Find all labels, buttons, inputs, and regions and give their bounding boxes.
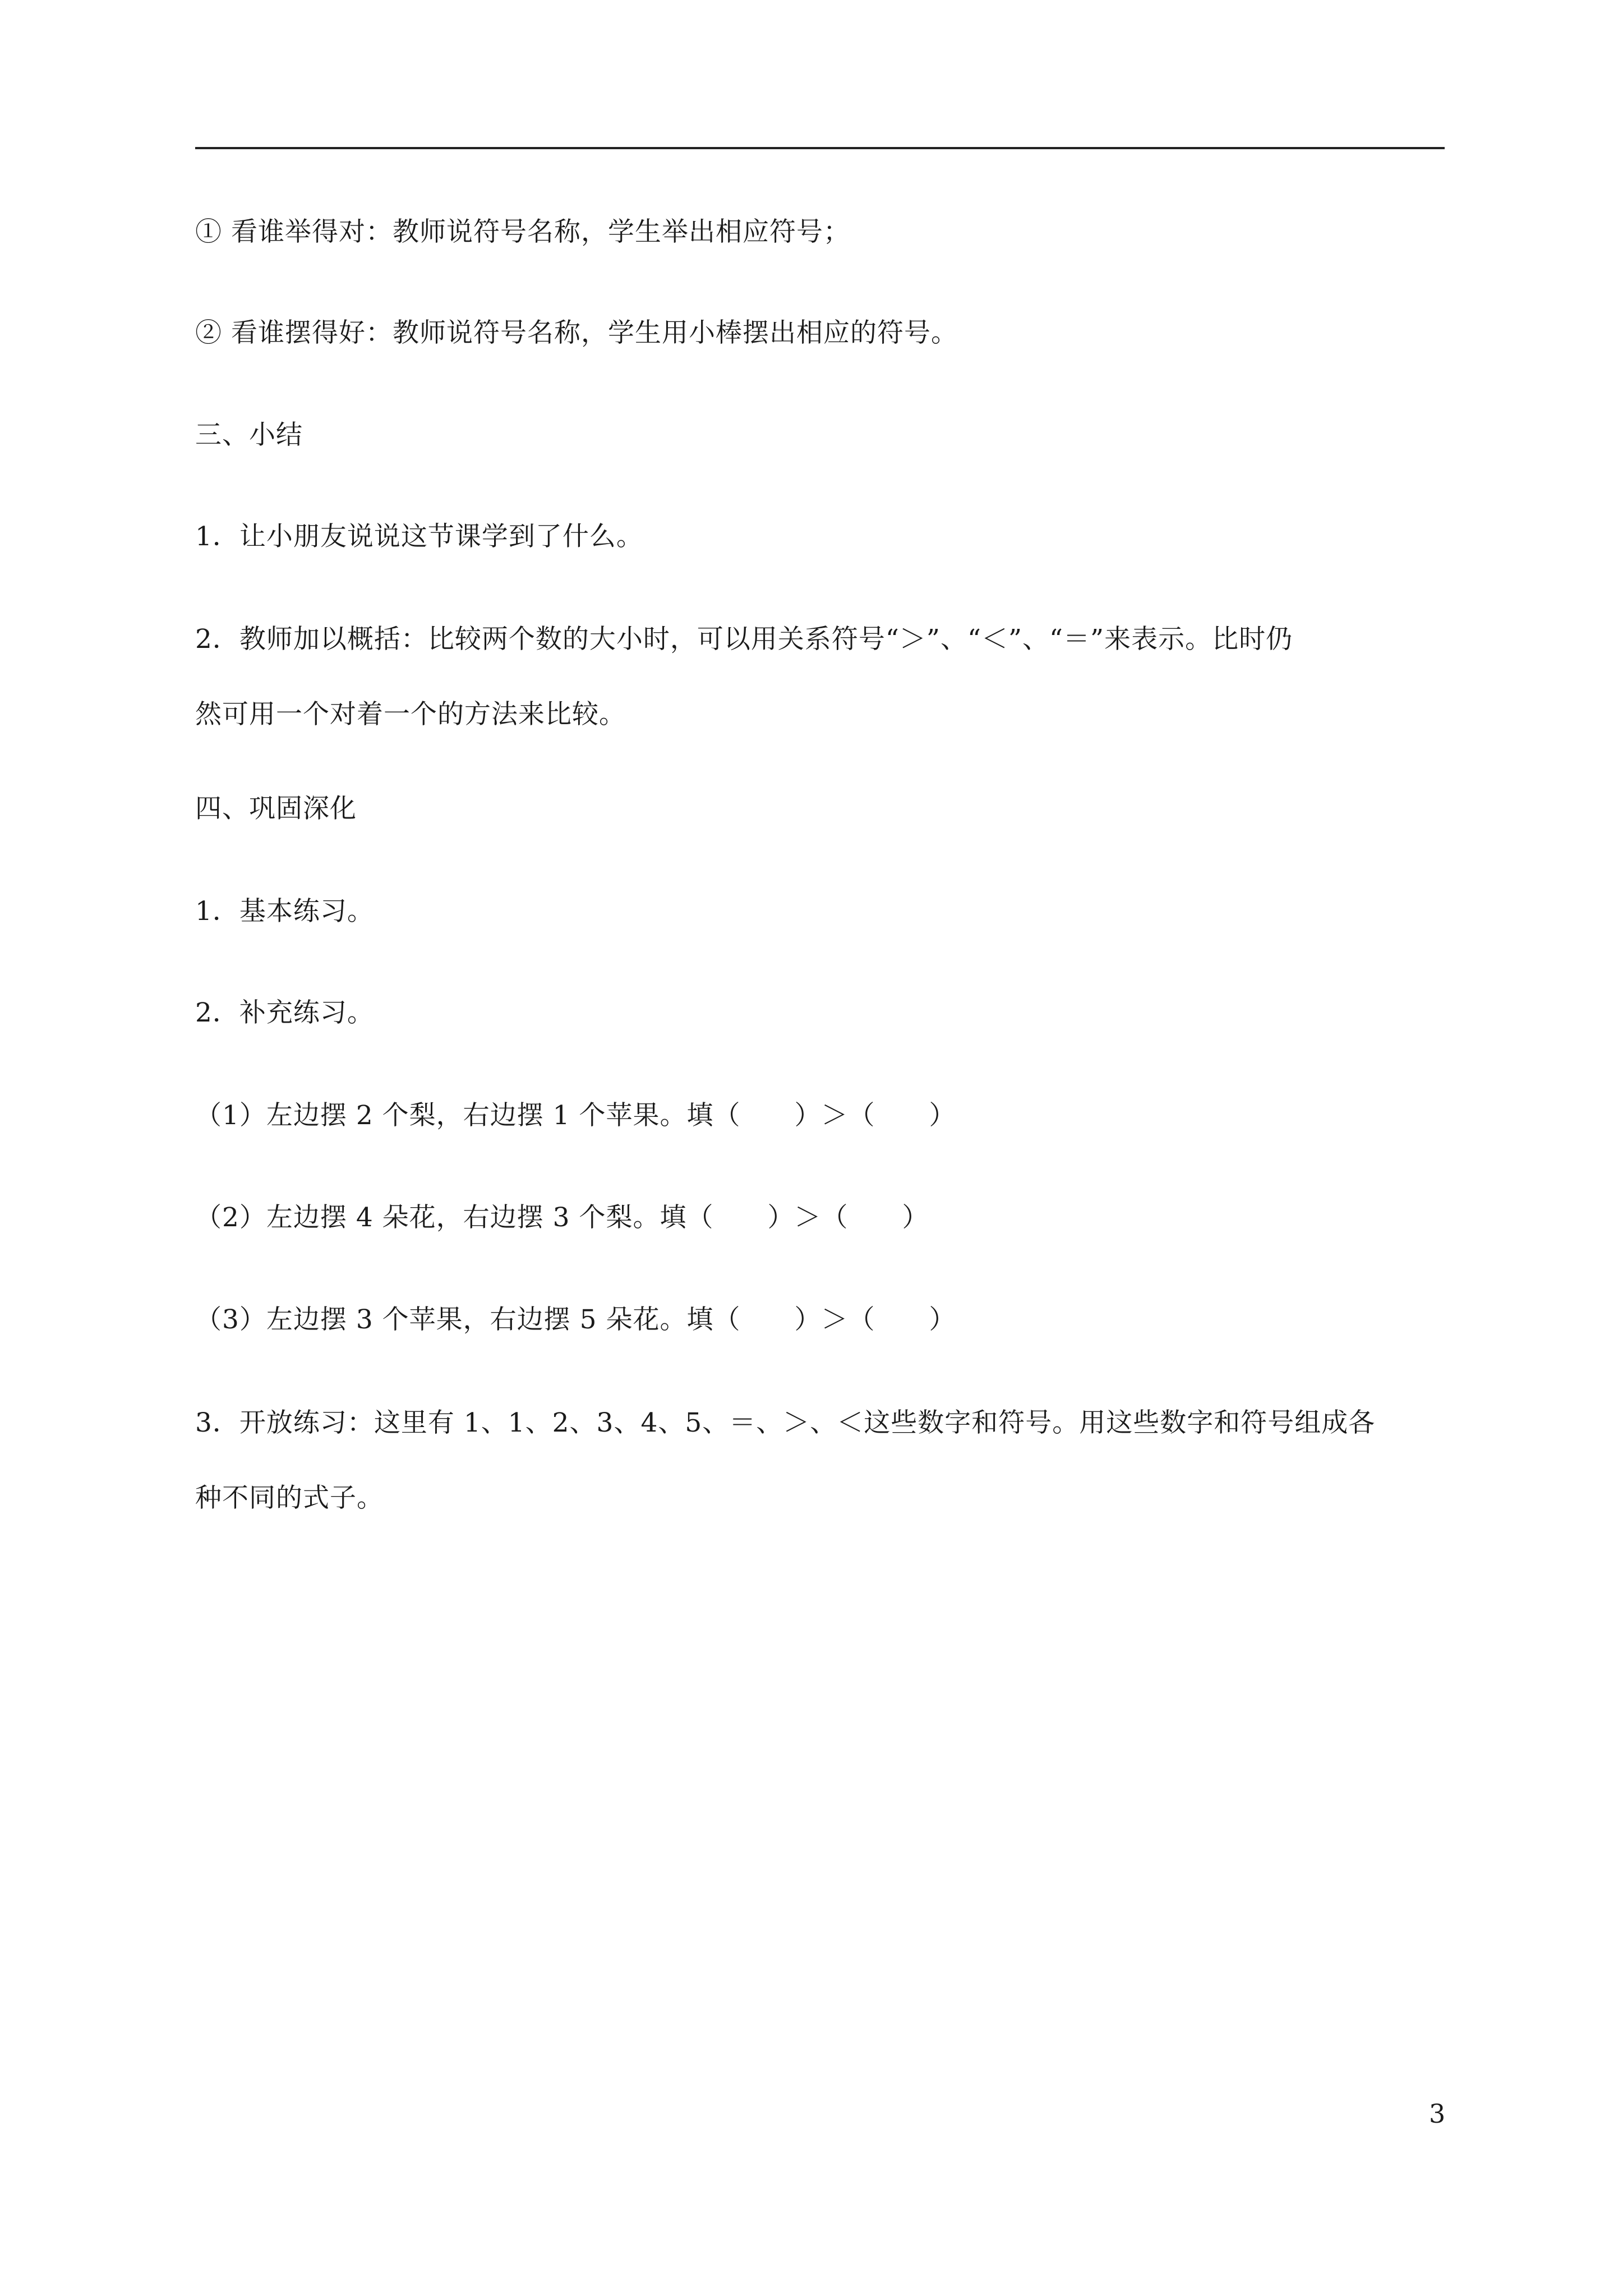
practice-item-2: 2．补充练习。 <box>195 997 374 1028</box>
practice-item-3-line-2: 种不同的式子。 <box>195 1483 384 1513</box>
exercise-1: （1）左边摆 2 个梨，右边摆 1 个苹果。填（ ）＞（ ） <box>195 1100 956 1131</box>
summary-item-1: 1．让小朋友说说这节课学到了什么。 <box>195 521 643 552</box>
page-number: 3 <box>1429 2099 1446 2129</box>
section-heading-practice: 四、巩固深化 <box>195 793 357 824</box>
exercise-3: （3）左边摆 3 个苹果，右边摆 5 朵花。填（ ）＞（ ） <box>195 1304 956 1335</box>
header-rule <box>195 147 1445 149</box>
summary-item-2-line-2: 然可用一个对着一个的方法来比较。 <box>195 699 626 730</box>
summary-item-2 <box>195 602 1445 752</box>
activity-2: ② 看谁摆得好：教师说符号名称，学生用小棒摆出相应的符号。 <box>195 318 958 348</box>
section-heading-summary: 三、小结 <box>195 420 303 450</box>
summary-item-2-line-1: 2．教师加以概括：比较两个数的大小时，可以用关系符号“＞”、“＜”、“＝”来表示。比时仍 <box>195 624 1293 655</box>
practice-item-3 <box>195 1386 1445 1536</box>
practice-item-1: 1．基本练习。 <box>195 896 374 927</box>
practice-item-3-line-1: 3．开放练习：这里有 1、1、2、3、4、5、＝、＞、＜这些数字和符号。用这些数字和符号组成各 <box>195 1407 1376 1438</box>
exercise-2: （2）左边摆 4 朵花，右边摆 3 个梨。填（ ）＞（ ） <box>195 1202 929 1233</box>
activity-1: ① 看谁举得对：教师说符号名称，学生举出相应符号； <box>195 217 850 247</box>
